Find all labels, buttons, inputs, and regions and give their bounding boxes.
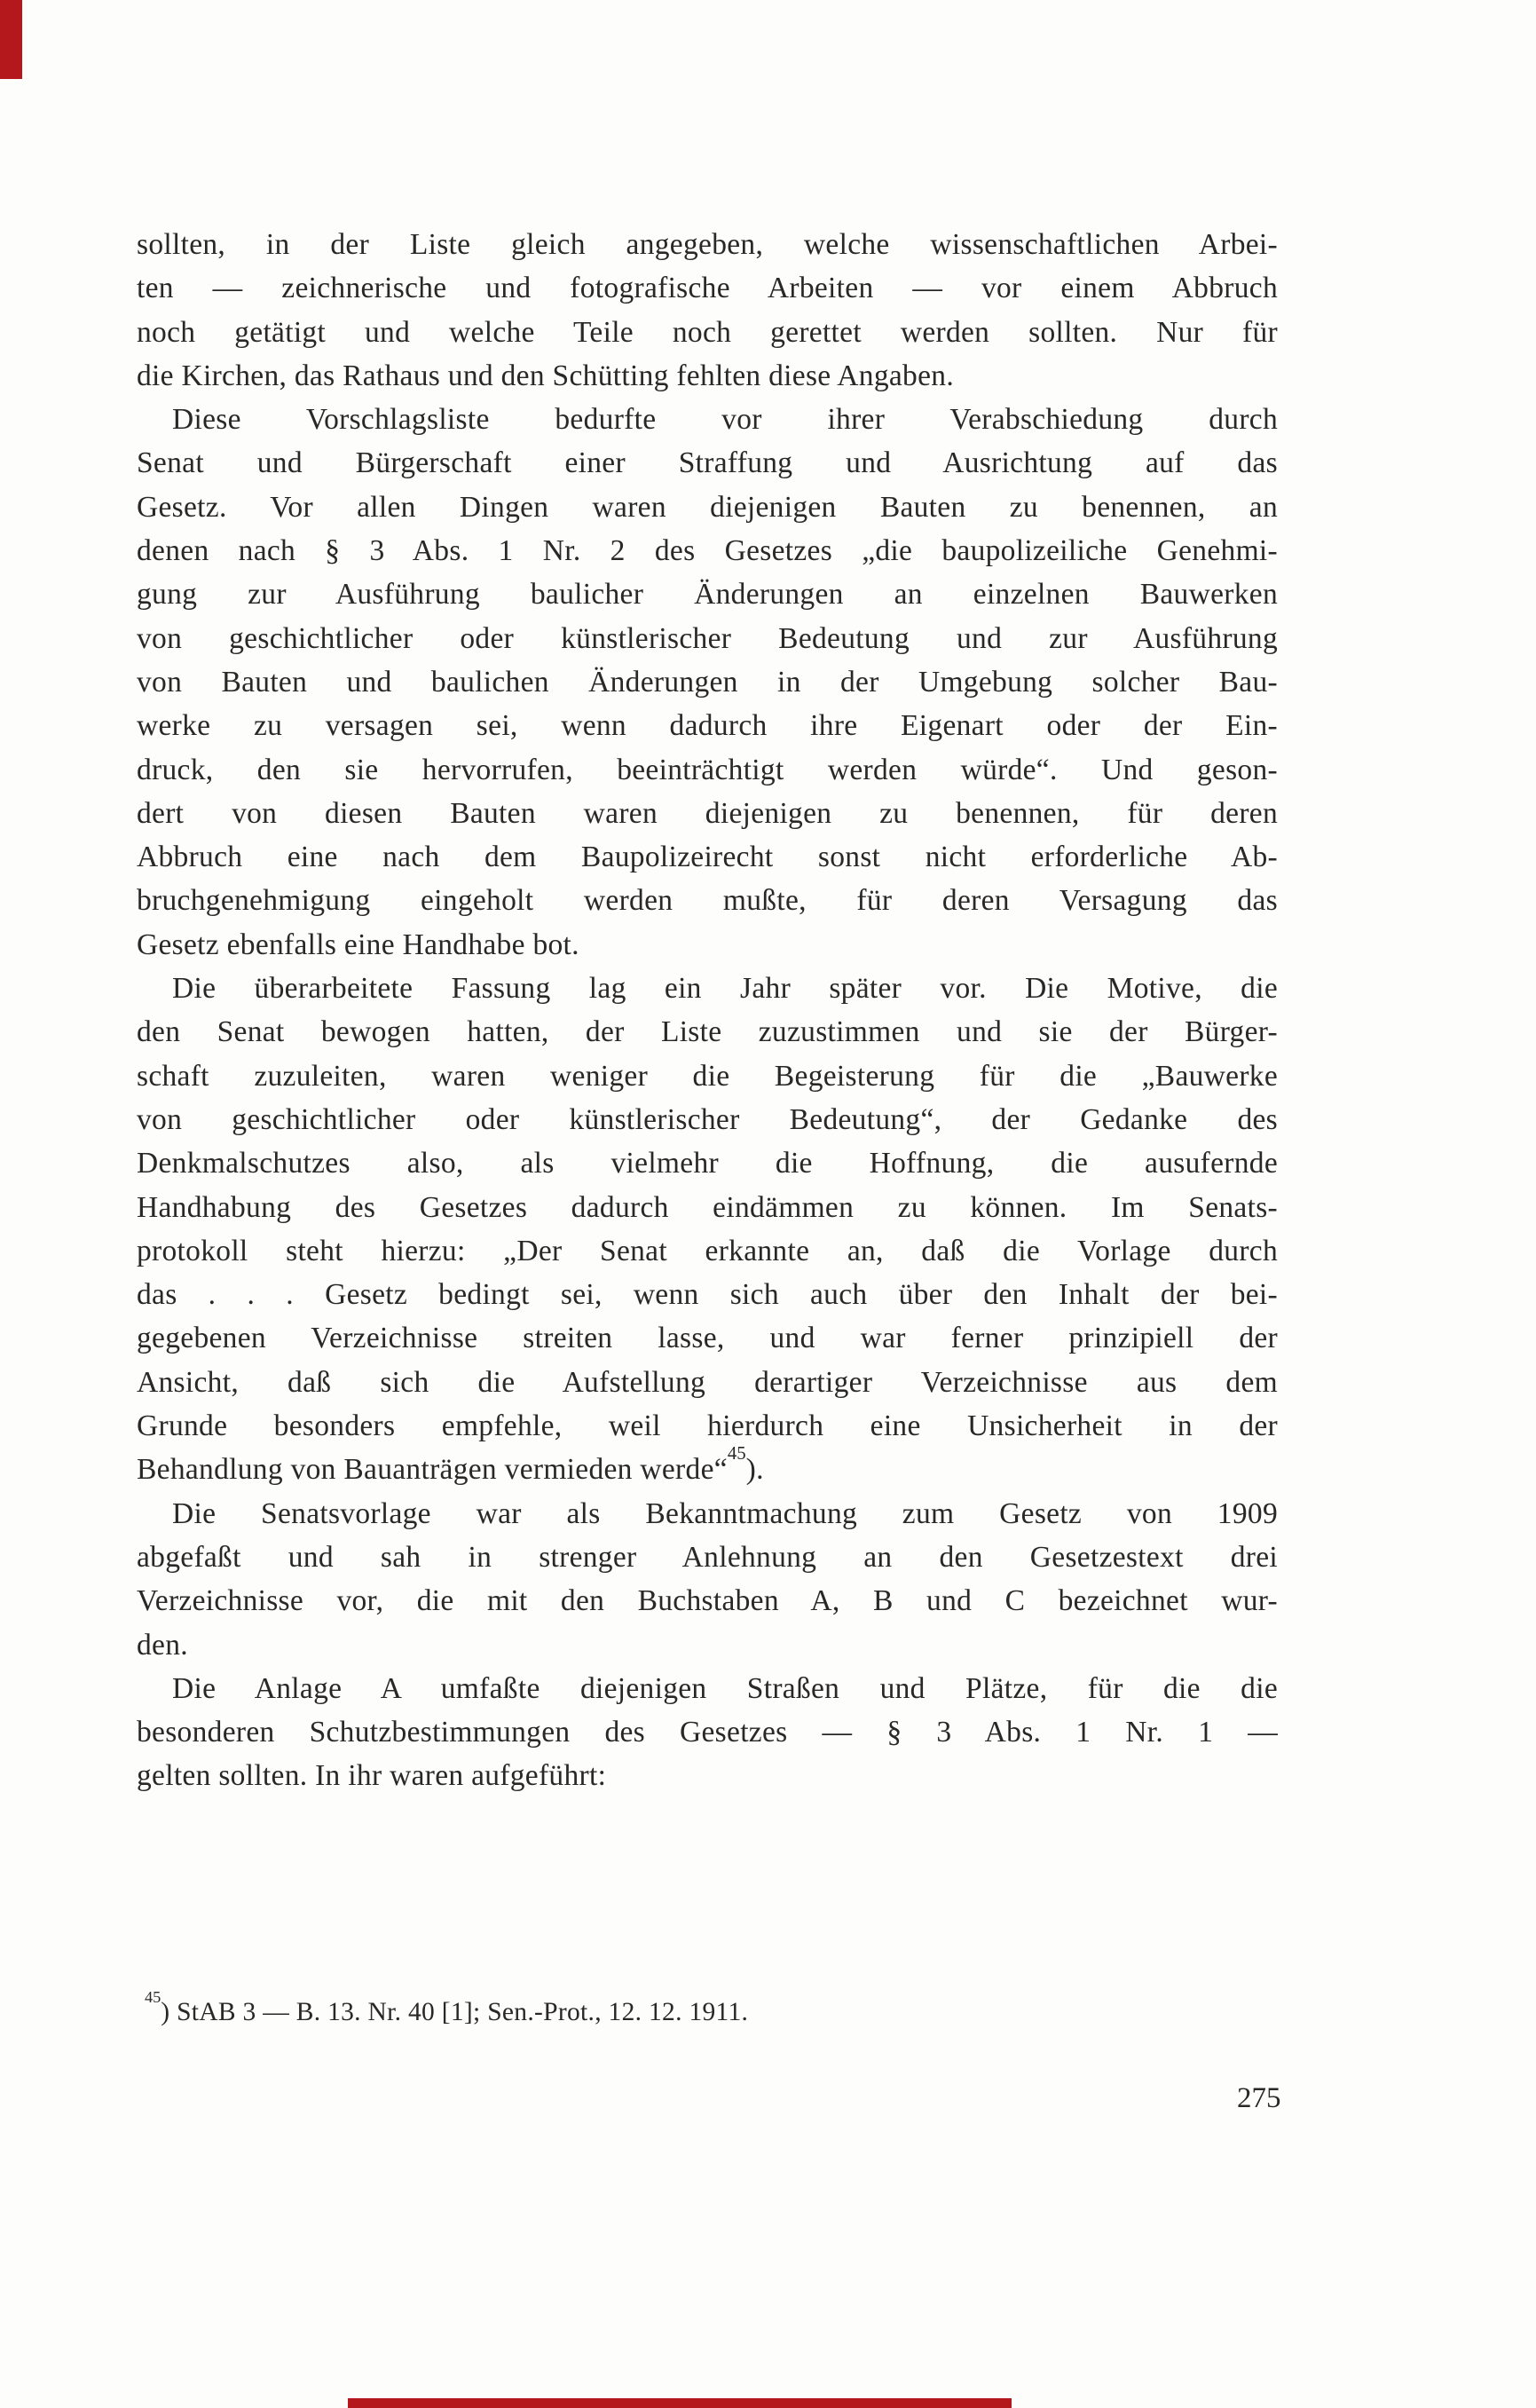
- text-line-22: Denkmalschutzes also, als vielmehr die Hoffnung, die ausufernde: [137, 1147, 1278, 1180]
- footnote: [145, 1988, 1121, 2029]
- text-line-28: Grunde besonders empfehle, weil hierdurch eine Unsicherheit in der: [137, 1409, 1278, 1443]
- text-line-24: protokoll steht hierzu: „Der Senat erkannte an, daß die Vorlage durch: [137, 1234, 1278, 1267]
- text-line-33: den.: [137, 1628, 188, 1662]
- text-line-31: abgefaßt und sah in strenger Anlehnung an den Gesetzestext drei: [137, 1540, 1278, 1574]
- text-line-8: denen nach § 3 Abs. 1 Nr. 2 des Gesetzes „die baupolizeiliche Genehmi-: [137, 534, 1278, 568]
- text-line-32: Verzeichnisse vor, die mit den Buchstaben A, B und C bezeichnet wur-: [137, 1584, 1278, 1618]
- text-line-15: Abbruch eine nach dem Baupolizeirecht sonst nicht erforderliche Ab-: [137, 841, 1278, 874]
- text-line-30: Die Senatsvorlage war als Bekanntmachung zum Gesetz von 1909: [172, 1496, 1278, 1530]
- text-line-18: Die überarbeitete Fassung lag ein Jahr später vor. Die Motive, die: [172, 972, 1278, 1006]
- text-line-12: werke zu versagen sei, wenn dadurch ihre Eigenart oder der Ein-: [137, 709, 1278, 743]
- text-line-19: den Senat bewogen hatten, der Liste zuzustimmen und sie der Bürger-: [137, 1015, 1278, 1049]
- text-line-23: Handhabung des Gesetzes dadurch eindämmen zu können. Im Senats-: [137, 1190, 1278, 1224]
- body-text: [137, 223, 1278, 1798]
- text-line-36: gelten sollten. In ihr waren aufgeführt:: [137, 1759, 607, 1793]
- text-line-14: dert von diesen Bauten waren diejenigen zu benennen, für deren: [137, 796, 1278, 830]
- text-line-3: noch getätigt und welche Teile noch gerettet werden sollten. Nur für: [137, 315, 1278, 349]
- text-line-29: Behandlung von Bauanträgen vermieden werde“$^{45}$).: [137, 1443, 764, 1487]
- text-line-13: druck, den sie hervorrufen, beeinträchtigt werden würde“. Und geson-: [137, 753, 1278, 786]
- text-line-7: Gesetz. Vor allen Dingen waren diejenigen Bauten zu benennen, an: [137, 490, 1278, 524]
- text-line-6: Senat und Bürgerschaft einer Straffung und Ausrichtung auf das: [137, 446, 1278, 480]
- page-number: 275: [1237, 2082, 1281, 2114]
- text-line-2: ten — zeichnerische und fotografische Arbeiten — vor einem Abbruch: [137, 272, 1278, 305]
- text-line-9: gung zur Ausführung baulicher Änderungen an einzelnen Bauwerken: [137, 578, 1278, 612]
- text-line-4: die Kirchen, das Rathaus und den Schütting fehlten diese Angaben.: [137, 359, 954, 392]
- text-line-35: besonderen Schutzbestimmungen des Gesetzes — § 3 Abs. 1 Nr. 1 —: [137, 1716, 1278, 1749]
- text-line-27: Ansicht, daß sich die Aufstellung derartiger Verzeichnisse aus dem: [137, 1365, 1278, 1399]
- text-line-16: bruchgenehmigung eingeholt werden mußte, für deren Versagung das: [137, 884, 1278, 918]
- footnote-reference: 45: [727, 1443, 746, 1465]
- text-line-34: Die Anlage A umfaßte diejenigen Straßen und Plätze, für die die: [172, 1671, 1278, 1705]
- footnote-text: ) StAB 3 — B. 13. Nr. 40 [1]; Sen.-Prot., 12. 12. 1911.: [161, 1998, 749, 2026]
- text-line-5: Diese Vorschlagsliste bedurfte vor ihrer Verabschiedung durch: [172, 403, 1278, 437]
- footnote-marker: 45: [145, 1988, 161, 2007]
- scan-artifact-bottom-red-bar: [348, 2398, 1012, 2408]
- text-line-1: sollten, in der Liste gleich angegeben, welche wissenschaftlichen Arbei-: [137, 228, 1278, 261]
- text-line-20: schaft zuzuleiten, waren weniger die Begeisterung für die „Bauwerke: [137, 1059, 1278, 1093]
- text-line-25: das . . . Gesetz bedingt sei, wenn sich auch über den Inhalt der bei-: [137, 1278, 1278, 1312]
- text-line-11: von Bauten und baulichen Änderungen in der Umgebung solcher Bau-: [137, 665, 1278, 699]
- text-line-17: Gesetz ebenfalls eine Handhabe bot.: [137, 928, 579, 961]
- scan-artifact-top-left-red-bar: [0, 0, 22, 79]
- text-line-10: von geschichtlicher oder künstlerischer Bedeutung und zur Ausführung: [137, 621, 1278, 655]
- text-line-21: von geschichtlicher oder künstlerischer Bedeutung“, der Gedanke des: [137, 1102, 1278, 1136]
- text-line-26: gegebenen Verzeichnisse streiten lasse, und war ferner prinzipiell der: [137, 1322, 1278, 1355]
